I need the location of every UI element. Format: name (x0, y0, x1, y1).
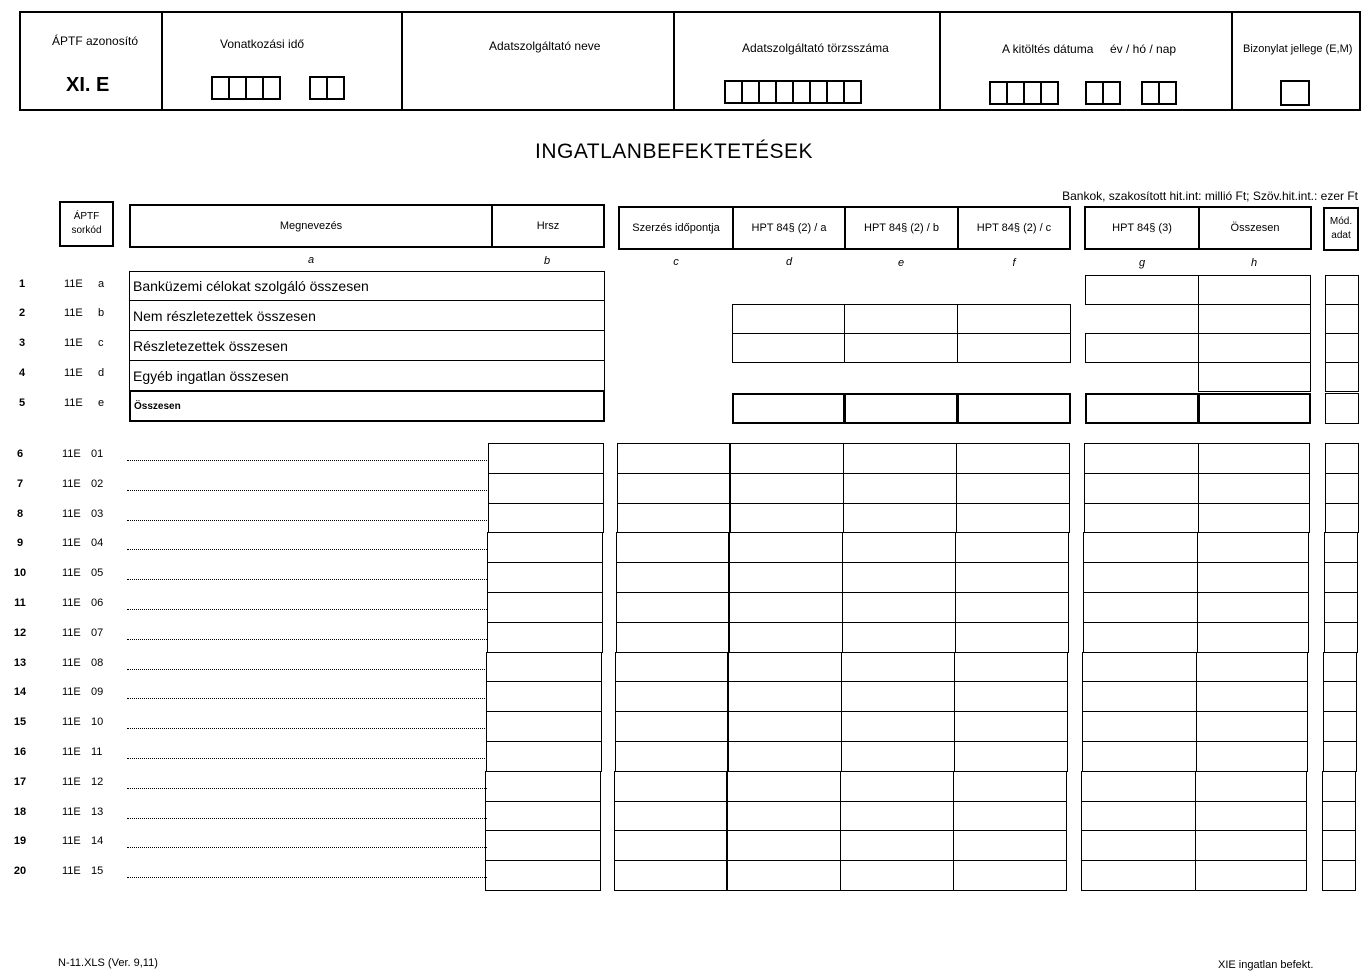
row-number: 4 (18, 367, 26, 379)
input-cell[interactable] (844, 393, 958, 424)
input-cell[interactable] (614, 830, 727, 861)
input-cell[interactable] (1195, 771, 1307, 802)
kitoltes-datum-label: A kitöltés dátuma (1002, 42, 1094, 56)
input-cell[interactable] (487, 532, 603, 563)
input-cell[interactable] (1323, 652, 1357, 683)
input-cell[interactable] (1322, 801, 1356, 832)
input-cell[interactable] (1324, 622, 1358, 653)
row-sub: b (98, 307, 105, 319)
row-number: 15 (13, 716, 27, 729)
row-number: 14 (13, 686, 27, 699)
input-cell[interactable] (954, 652, 1068, 683)
row-number: 2 (18, 307, 26, 319)
input-cell[interactable] (727, 771, 841, 802)
input-cell[interactable] (616, 592, 729, 623)
input-cell[interactable] (1084, 443, 1199, 474)
input-cell[interactable] (841, 711, 955, 742)
input-cell[interactable] (1082, 652, 1197, 683)
input-cell[interactable] (1083, 622, 1198, 653)
row-code: 11E (64, 337, 83, 349)
input-cell[interactable] (1083, 532, 1198, 563)
megnevezes-line[interactable] (127, 698, 487, 699)
input-cell[interactable] (1323, 681, 1357, 712)
input-cell[interactable] (954, 681, 1068, 712)
row-code: 11E (62, 716, 81, 729)
col-hpt-3: HPT 84§ (3) (1084, 206, 1200, 250)
row-number: 3 (18, 337, 26, 349)
row-code: 11E (62, 865, 81, 878)
torzsszam-field[interactable] (724, 80, 862, 104)
input-cell[interactable] (616, 562, 729, 593)
input-cell[interactable] (957, 304, 1071, 334)
input-cell[interactable] (1082, 711, 1197, 742)
row-number: 7 (16, 477, 24, 490)
input-cell[interactable] (486, 681, 602, 712)
header-divider (673, 11, 675, 111)
row-sub: 04 (91, 537, 104, 550)
row-code: 11E (64, 367, 83, 379)
row-sub: e (98, 397, 105, 409)
input-cell[interactable] (1197, 622, 1309, 653)
input-cell[interactable] (728, 711, 842, 742)
input-cell[interactable] (843, 503, 957, 534)
input-cell[interactable] (732, 333, 845, 363)
input-cell[interactable] (955, 592, 1069, 623)
row-code: 11E (62, 507, 81, 520)
input-cell[interactable] (1198, 362, 1311, 392)
input-cell[interactable] (730, 503, 844, 534)
row-number: 20 (13, 865, 27, 878)
kitoltes-nap-field[interactable] (1141, 81, 1177, 105)
input-cell[interactable] (842, 562, 956, 593)
footer-right: XIE ingatlan befekt. (1218, 959, 1314, 971)
input-cell[interactable] (485, 860, 601, 891)
input-cell[interactable] (614, 860, 727, 891)
input-cell[interactable] (729, 622, 843, 653)
input-cell[interactable] (1081, 830, 1196, 861)
input-cell[interactable] (1196, 652, 1308, 683)
input-cell[interactable] (1198, 275, 1311, 305)
input-cell[interactable] (956, 503, 1070, 534)
input-cell[interactable] (1324, 592, 1358, 623)
input-cell[interactable] (729, 592, 843, 623)
col-letter: e (897, 257, 905, 269)
input-cell[interactable] (1195, 801, 1307, 832)
input-cell[interactable] (841, 681, 955, 712)
col-letter: h (1250, 257, 1258, 269)
input-cell[interactable] (1197, 562, 1309, 593)
col-letter: d (785, 256, 793, 268)
row-label: Banküzemi célokat szolgáló összesen (129, 271, 605, 301)
col-hpt-b: HPT 84§ (2) / b (844, 206, 959, 250)
kitoltes-ev-field[interactable] (989, 81, 1059, 105)
row-label: Egyéb ingatlan összesen (129, 360, 605, 391)
input-cell[interactable] (1085, 393, 1199, 424)
input-cell[interactable] (732, 304, 845, 334)
header-divider (1231, 11, 1233, 111)
kitoltes-ho-field[interactable] (1085, 81, 1121, 105)
row-sub: a (98, 278, 105, 290)
row-code: 11E (62, 656, 81, 669)
input-cell[interactable] (617, 503, 730, 534)
input-cell[interactable] (1198, 443, 1310, 474)
col-letter: b (543, 255, 551, 267)
row-sub: 12 (91, 775, 104, 788)
input-cell[interactable] (1325, 333, 1359, 363)
input-cell[interactable] (486, 652, 602, 683)
row-code: 11E (62, 626, 81, 639)
row-number: 18 (13, 805, 27, 818)
input-cell[interactable] (840, 860, 954, 891)
input-cell[interactable] (1198, 333, 1311, 363)
input-cell[interactable] (842, 622, 956, 653)
input-cell[interactable] (1083, 562, 1198, 593)
megnevezes-line[interactable] (127, 847, 487, 848)
input-cell[interactable] (615, 741, 728, 772)
row-sub: d (98, 367, 105, 379)
row-number: 12 (13, 626, 27, 639)
megnevezes-line[interactable] (127, 669, 487, 670)
row-number: 6 (16, 448, 24, 460)
input-cell[interactable] (729, 562, 843, 593)
input-cell[interactable] (1325, 473, 1359, 504)
input-cell[interactable] (728, 681, 842, 712)
input-cell[interactable] (487, 562, 603, 593)
torzsszam-label: Adatszolgáltató törzsszáma (742, 41, 889, 55)
input-cell[interactable] (844, 304, 958, 334)
megnevezes-line[interactable] (127, 579, 487, 580)
input-cell[interactable] (1082, 741, 1197, 772)
input-cell[interactable] (1325, 503, 1359, 534)
units-note: Bankok, szakosított hit.int: millió Ft; Szöv.hit.int.: ezer Ft (1062, 189, 1358, 203)
input-cell[interactable] (953, 860, 1067, 891)
input-cell[interactable] (1197, 592, 1309, 623)
input-cell[interactable] (1083, 592, 1198, 623)
row-code: 11E (62, 805, 81, 818)
input-cell[interactable] (728, 741, 842, 772)
row-code: 11E (64, 397, 83, 409)
row-label: Összesen (129, 390, 605, 422)
input-cell[interactable] (1325, 304, 1359, 334)
col-aptf-sorkod: ÁPTF sorkód (59, 201, 114, 247)
input-cell[interactable] (1325, 275, 1359, 305)
row-number: 1 (18, 278, 26, 290)
header-divider (939, 11, 941, 111)
input-cell[interactable] (843, 443, 957, 474)
input-cell[interactable] (842, 592, 956, 623)
input-cell[interactable] (730, 443, 844, 474)
input-cell[interactable] (844, 333, 958, 363)
input-cell[interactable] (617, 443, 730, 474)
bizonylat-jellege-field[interactable] (1280, 80, 1310, 106)
input-cell[interactable] (956, 473, 1070, 504)
input-cell[interactable] (953, 801, 1067, 832)
row-sub: 02 (91, 477, 104, 490)
row-sub: 11 (91, 746, 103, 758)
input-cell[interactable] (1324, 562, 1358, 593)
row-number: 11 (14, 597, 26, 609)
input-cell[interactable] (955, 622, 1069, 653)
megnevezes-line[interactable] (127, 520, 487, 521)
col-letter: g (1138, 257, 1146, 269)
input-cell[interactable] (843, 473, 957, 504)
input-cell[interactable] (615, 711, 728, 742)
input-cell[interactable] (486, 711, 602, 742)
input-cell[interactable] (488, 473, 604, 504)
vonatkozasi-ho-field[interactable] (309, 76, 345, 100)
megnevezes-line[interactable] (127, 818, 487, 819)
row-code: 11E (64, 307, 83, 319)
col-szerzes-idopontja: Szerzés időpontja (618, 206, 734, 250)
input-cell[interactable] (727, 801, 841, 832)
input-cell[interactable] (488, 503, 604, 534)
input-cell[interactable] (1323, 711, 1357, 742)
input-cell[interactable] (485, 830, 601, 861)
megnevezes-line[interactable] (127, 490, 487, 491)
input-cell[interactable] (1325, 393, 1359, 424)
kitoltes-format-label: év / hó / nap (1110, 42, 1177, 56)
input-cell[interactable] (1081, 860, 1196, 891)
input-cell[interactable] (1323, 741, 1357, 772)
input-cell[interactable] (1195, 860, 1307, 891)
input-cell[interactable] (1322, 771, 1356, 802)
input-cell[interactable] (954, 741, 1068, 772)
input-cell[interactable] (1322, 860, 1356, 891)
row-code: 11E (62, 597, 81, 609)
row-code: 11E (62, 567, 81, 580)
input-cell[interactable] (1198, 503, 1310, 534)
input-cell[interactable] (1196, 681, 1308, 712)
col-letter: c (673, 256, 679, 268)
input-cell[interactable] (1081, 771, 1196, 802)
row-number: 5 (18, 397, 26, 409)
row-code: 11E (62, 775, 81, 788)
row-sub: 15 (91, 865, 104, 878)
input-cell[interactable] (732, 393, 845, 424)
input-cell[interactable] (1325, 362, 1359, 392)
input-cell[interactable] (485, 771, 601, 802)
input-cell[interactable] (487, 622, 603, 653)
input-cell[interactable] (956, 443, 1070, 474)
input-cell[interactable] (954, 711, 1068, 742)
megnevezes-line[interactable] (127, 549, 487, 550)
header-divider (161, 11, 163, 111)
row-sub: 10 (91, 716, 104, 729)
vonatkozasi-ido-label: Vonatkozási idő (220, 37, 305, 51)
row-sub: 05 (91, 567, 104, 580)
row-number: 16 (13, 746, 27, 758)
row-number: 10 (13, 567, 27, 580)
row-number: 17 (13, 775, 27, 788)
row-sub: 08 (91, 656, 104, 669)
input-cell[interactable] (617, 473, 730, 504)
input-cell[interactable] (727, 830, 841, 861)
row-sub: 13 (91, 805, 104, 818)
megnevezes-line[interactable] (127, 639, 487, 640)
row-sub: 07 (91, 626, 104, 639)
col-megnevezes: Megnevezés (129, 204, 493, 248)
row-number: 13 (13, 656, 27, 669)
input-cell[interactable] (955, 532, 1069, 563)
row-code: 11E (62, 448, 81, 460)
row-code: 11E (62, 477, 81, 490)
row-number: 9 (16, 537, 24, 550)
col-letter: a (307, 254, 315, 266)
input-cell[interactable] (1325, 443, 1359, 474)
input-cell[interactable] (1196, 741, 1308, 772)
megnevezes-line[interactable] (127, 877, 487, 878)
row-sub: c (98, 337, 104, 349)
input-cell[interactable] (955, 562, 1069, 593)
row-label: Nem részletezettek összesen (129, 300, 605, 331)
page-title: INGATLANBEFEKTETÉSEK (535, 140, 814, 163)
input-cell[interactable] (841, 741, 955, 772)
row-sub: 06 (91, 597, 104, 609)
input-cell[interactable] (1198, 393, 1311, 424)
input-cell[interactable] (1324, 532, 1358, 563)
row-code: 11E (62, 537, 81, 550)
col-letter: f (1012, 257, 1016, 269)
input-cell[interactable] (728, 652, 842, 683)
input-cell[interactable] (486, 741, 602, 772)
header-divider (401, 11, 403, 111)
input-cell[interactable] (729, 532, 843, 563)
megnevezes-line[interactable] (127, 460, 487, 461)
input-cell[interactable] (1084, 473, 1199, 504)
input-cell[interactable] (614, 771, 727, 802)
input-cell[interactable] (1081, 801, 1196, 832)
input-cell[interactable] (957, 333, 1071, 363)
row-sub: 09 (91, 686, 104, 699)
input-cell[interactable] (615, 652, 728, 683)
row-code: 11E (62, 746, 81, 758)
input-cell[interactable] (488, 443, 604, 474)
aptf-value: XI. E (66, 74, 110, 96)
input-cell[interactable] (1322, 830, 1356, 861)
row-sub: 14 (91, 835, 104, 848)
input-cell[interactable] (614, 801, 727, 832)
input-cell[interactable] (727, 860, 841, 891)
row-code: 11E (62, 835, 81, 848)
footer-left: N-11.XLS (Ver. 9,11) (58, 957, 158, 969)
input-cell[interactable] (616, 622, 729, 653)
col-hrsz: Hrsz (491, 204, 605, 248)
adatszolgaltato-neve-label: Adatszolgáltató neve (489, 39, 601, 53)
input-cell[interactable] (1084, 503, 1199, 534)
vonatkozasi-ev-field[interactable] (211, 76, 281, 100)
megnevezes-line[interactable] (127, 728, 487, 729)
input-cell[interactable] (1198, 473, 1310, 504)
input-cell[interactable] (616, 532, 729, 563)
input-cell[interactable] (1195, 830, 1307, 861)
input-cell[interactable] (1198, 304, 1311, 334)
input-cell[interactable] (1082, 681, 1197, 712)
col-hpt-c: HPT 84§ (2) / c (957, 206, 1071, 250)
input-cell[interactable] (953, 771, 1067, 802)
input-cell[interactable] (730, 473, 844, 504)
megnevezes-line[interactable] (127, 788, 487, 789)
aptf-label: ÁPTF azonosító (52, 34, 139, 48)
input-cell[interactable] (1197, 532, 1309, 563)
input-cell[interactable] (953, 830, 1067, 861)
input-cell[interactable] (840, 771, 954, 802)
input-cell[interactable] (957, 393, 1071, 424)
megnevezes-line[interactable] (127, 758, 487, 759)
row-number: 19 (13, 835, 27, 848)
row-sub: 01 (91, 448, 104, 460)
col-hpt-a: HPT 84§ (2) / a (732, 206, 846, 250)
input-cell[interactable] (1085, 333, 1199, 363)
input-cell[interactable] (1196, 711, 1308, 742)
input-cell[interactable] (840, 801, 954, 832)
row-number: 8 (16, 507, 24, 520)
input-cell[interactable] (615, 681, 728, 712)
input-cell[interactable] (485, 801, 601, 832)
row-label: Részletezettek összesen (129, 330, 605, 361)
input-cell[interactable] (1085, 275, 1199, 305)
row-code: 11E (62, 686, 81, 699)
col-osszesen: Összesen (1198, 206, 1312, 250)
input-cell[interactable] (841, 652, 955, 683)
bizonylat-jellege-label: Bizonylat jellege (E,M) (1243, 43, 1353, 55)
col-mod-adat: Mód. adat (1323, 207, 1359, 251)
input-cell[interactable] (842, 532, 956, 563)
input-cell[interactable] (487, 592, 603, 623)
row-sub: 03 (91, 507, 104, 520)
row-code: 11E (64, 278, 83, 290)
megnevezes-line[interactable] (127, 609, 487, 610)
input-cell[interactable] (840, 830, 954, 861)
